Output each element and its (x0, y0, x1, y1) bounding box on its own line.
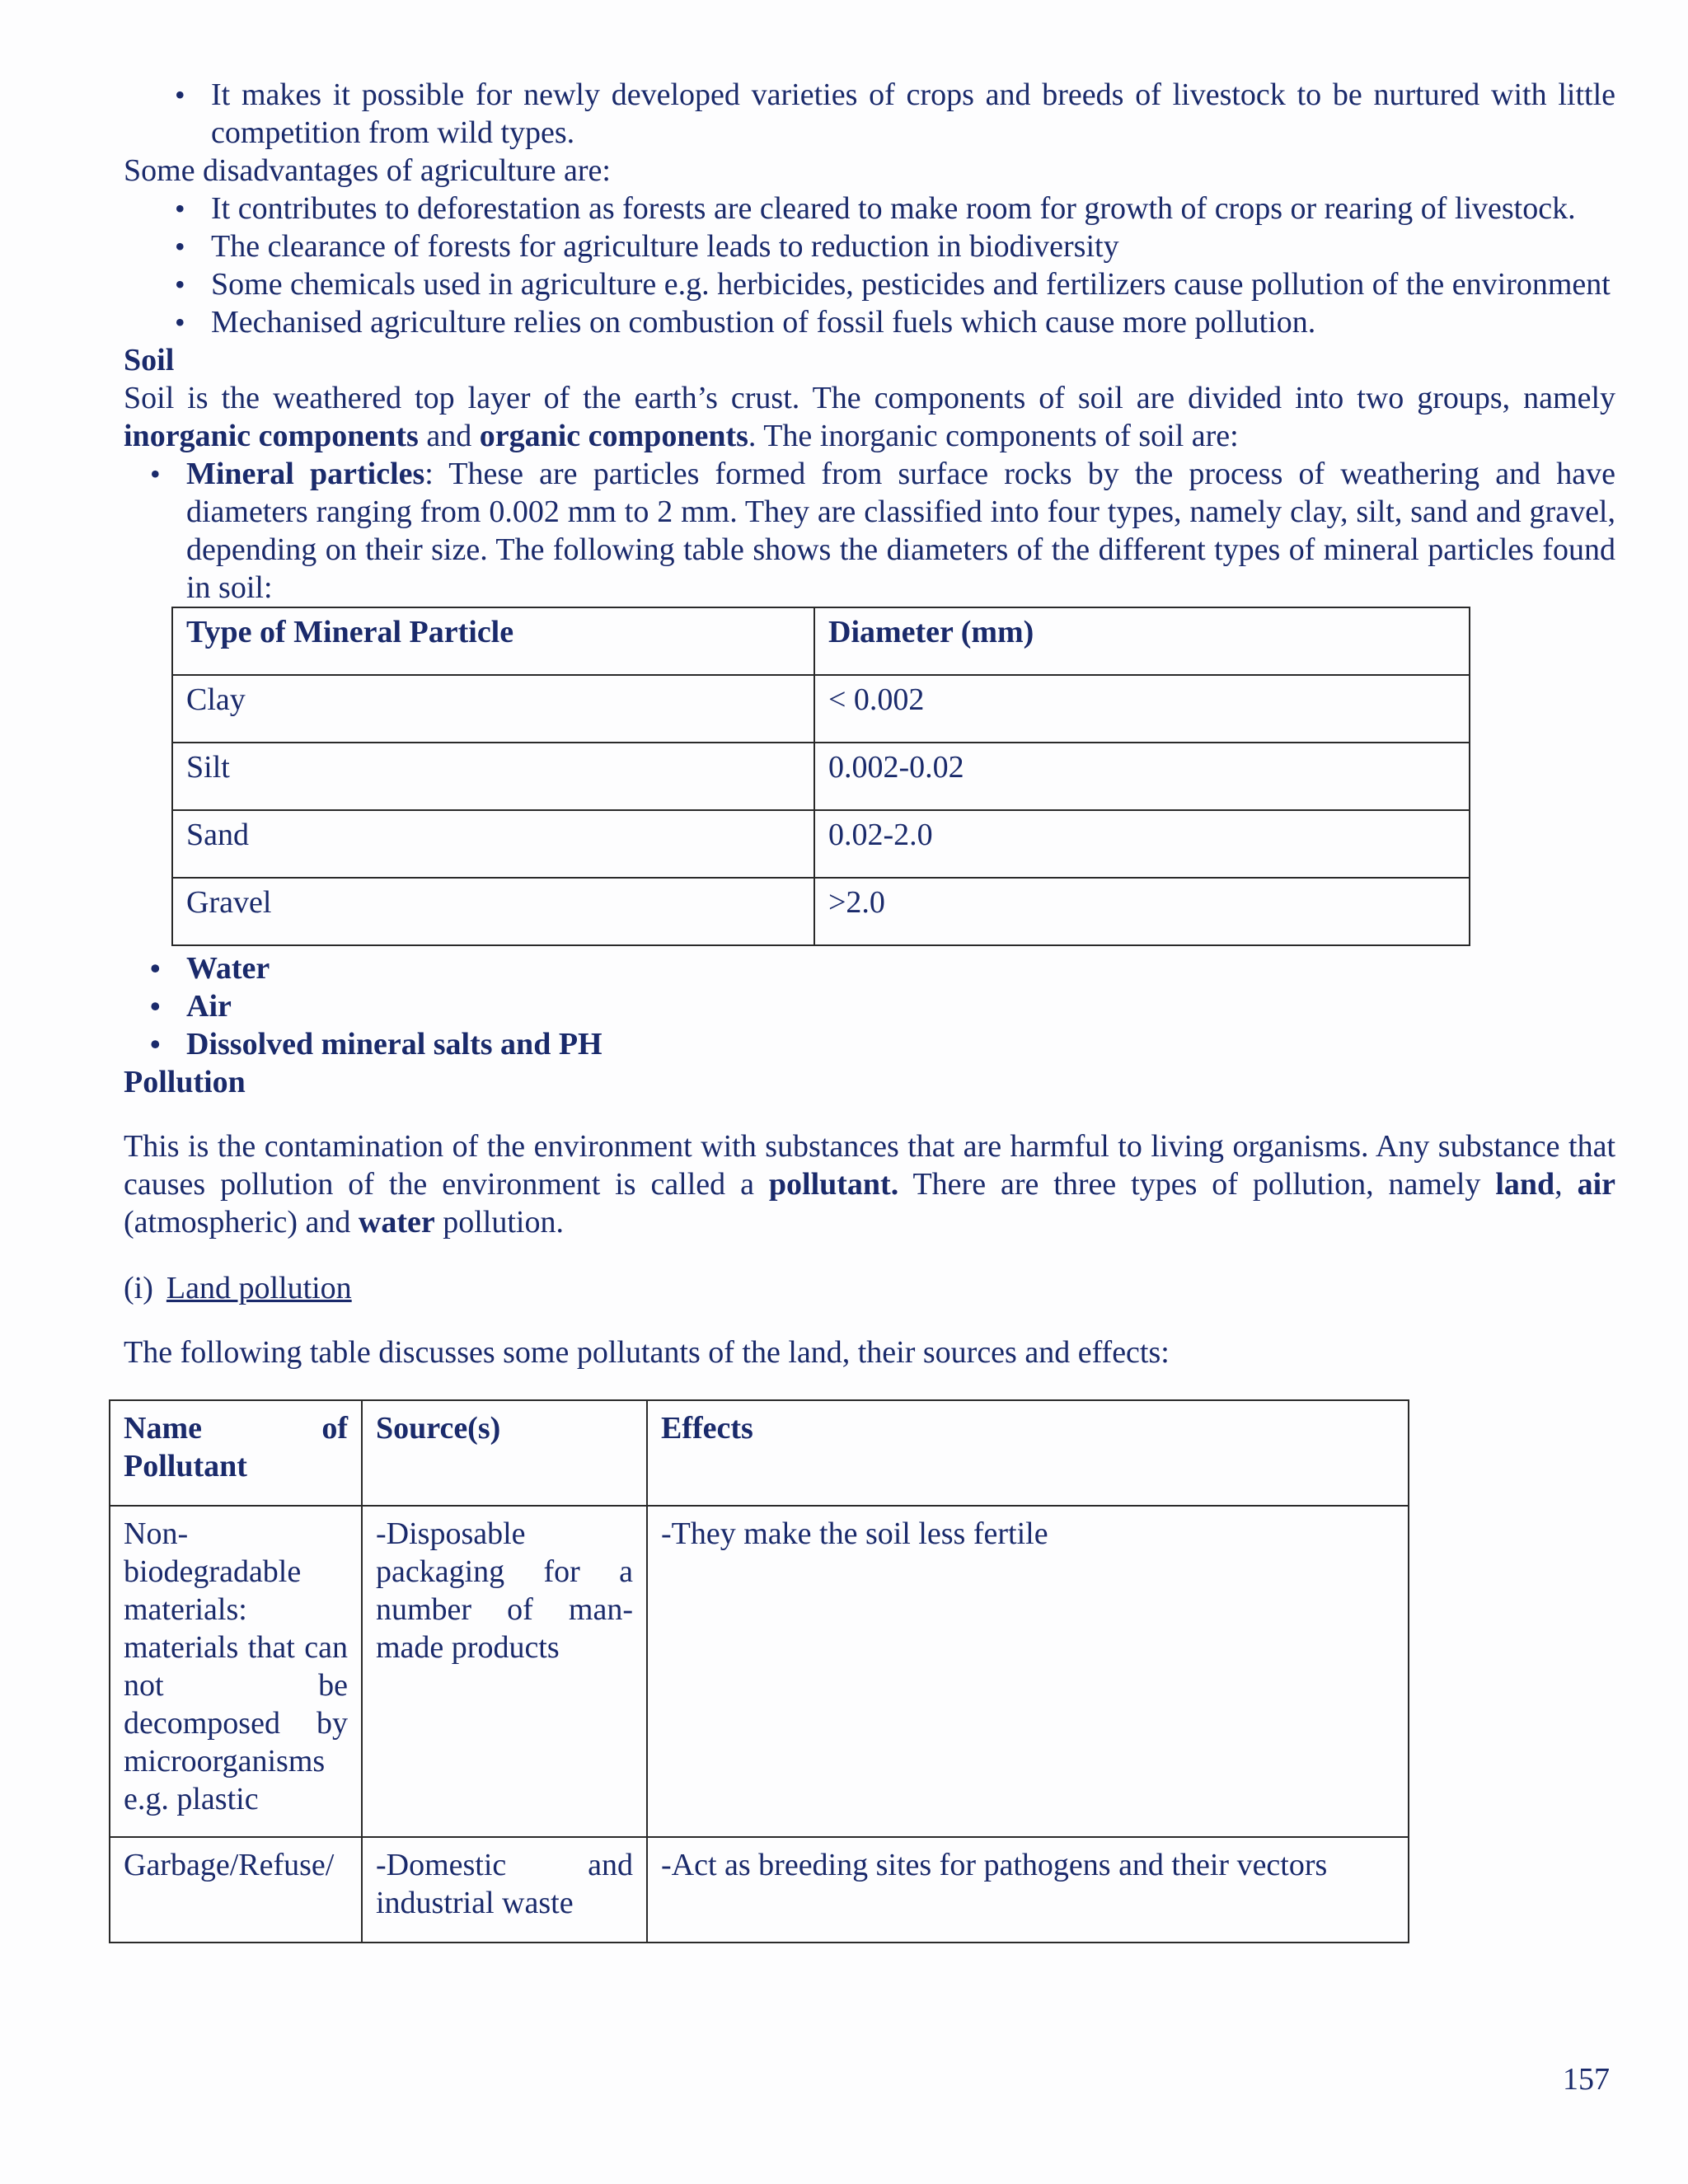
bold-term: water (358, 1205, 435, 1240)
table-cell: -Act as breeding sites for pathogens and their vectors (647, 1837, 1409, 1943)
subheading-title: Land pollution (166, 1271, 352, 1305)
bold-term: air (1577, 1167, 1616, 1202)
table-cell: Silt (172, 743, 814, 810)
land-pollution-subheading (124, 1269, 1615, 1307)
text-span: and (418, 419, 480, 453)
list-item: • It contributes to deforestation as forests are cleared to make room for growth of crops or rearing of livestock. (124, 190, 1615, 227)
table-header: Type of Mineral Particle (172, 607, 814, 675)
table-cell: 0.002-0.02 (814, 743, 1470, 810)
text-span: This is the contamination of the environment with substances that are harmful to living organisms. Any substance that causes pollution of the environment is called a (124, 1129, 1615, 1202)
table-row (110, 1506, 1409, 1837)
table-header: Diameter (mm) (814, 607, 1470, 675)
mineral-particle-table (171, 607, 1470, 946)
table-cell: Sand (172, 810, 814, 878)
bold-term: land (1495, 1167, 1555, 1202)
table-cell: Garbage/Refuse/ (110, 1837, 362, 1943)
list-item: • The clearance of forests for agriculture leads to reduction in biodiversity (124, 227, 1615, 265)
table-cell: Gravel (172, 878, 814, 945)
table-row (172, 675, 1470, 743)
table-cell: Clay (172, 675, 814, 743)
disadvantages-heading: Some disadvantages of agriculture are: (124, 153, 611, 188)
text-span: : These are particles formed from surface rocks by the process of weathering and have diameters ranging from 0.002 mm to 2 mm. They are classified into four types, namely clay, silt, sand and gravel, depending on their size. The following table shows the diameters of the different types of mineral particles found in soil: (186, 457, 1615, 605)
bold-term: organic components (479, 419, 748, 453)
bold-term: pollutant. (768, 1167, 899, 1202)
table-header-row (110, 1400, 1409, 1506)
table-row (110, 1837, 1409, 1943)
list-item: • Water (124, 949, 1615, 987)
table-header (110, 1400, 362, 1506)
document-page (124, 76, 1615, 1943)
list-item: • Some chemicals used in agriculture e.g. herbicides, pesticides and fertilizers cause pollution of the environment (124, 265, 1615, 303)
header-text: Name of Pollutant (124, 1411, 348, 1483)
list-item: • Mechanised agriculture relies on combustion of fossil fuels which cause more pollution. (124, 303, 1615, 341)
table-header-row (172, 607, 1470, 675)
text-span: . The inorganic components of soil are: (748, 419, 1239, 453)
list-item: • Dissolved mineral salts and PH (124, 1025, 1615, 1063)
page-number: 157 (1563, 2062, 1610, 2097)
table-cell: -They make the soil less fertile (647, 1506, 1409, 1837)
text-span: (atmospheric) and (124, 1205, 359, 1240)
table-row (172, 810, 1470, 878)
bold-term: inorganic components (124, 419, 419, 453)
table-cell: -Domestic and industrial waste (362, 1837, 647, 1943)
list-item: • It makes it possible for newly developed varieties of crops and breeds of livestock to be nurtured with little competition from wild types. (124, 76, 1615, 152)
land-pollutant-table (109, 1399, 1409, 1943)
text-span: pollution. (434, 1205, 564, 1240)
advantages-list (124, 76, 1615, 152)
soil-paragraph (124, 379, 1615, 455)
inorganic-components-list (124, 455, 1615, 607)
pollution-paragraph (124, 1127, 1615, 1241)
disadvantages-list (124, 190, 1615, 341)
table-row (172, 743, 1470, 810)
table-cell: 0.02-2.0 (814, 810, 1470, 878)
soil-heading: Soil (124, 343, 175, 377)
table-header: Source(s) (362, 1400, 647, 1506)
table-cell: < 0.002 (814, 675, 1470, 743)
list-item: • Air (124, 987, 1615, 1025)
subheading-number: (i) (124, 1271, 153, 1305)
table-row (172, 878, 1470, 945)
list-item-mineral-particles (124, 455, 1615, 607)
other-components-list (124, 949, 1615, 1063)
text-span: Soil is the weathered top layer of the earth’s crust. The components of soil are divided into two groups, namely (124, 381, 1615, 415)
text-span: , (1554, 1167, 1578, 1202)
table-cell: >2.0 (814, 878, 1470, 945)
table-cell: -Disposable packaging for a number of man-made products (362, 1506, 647, 1837)
land-table-intro: The following table discusses some pollutants of the land, their sources and effects: (124, 1335, 1170, 1370)
table-header: Effects (647, 1400, 1409, 1506)
text-span: There are three types of pollution, namely (898, 1167, 1496, 1202)
bold-term: Mineral particles (186, 457, 425, 491)
table-cell: Non-biodegradable materials: materials that can not be decomposed by microorganisms e.g. plastic (110, 1506, 362, 1837)
pollution-heading: Pollution (124, 1065, 246, 1099)
